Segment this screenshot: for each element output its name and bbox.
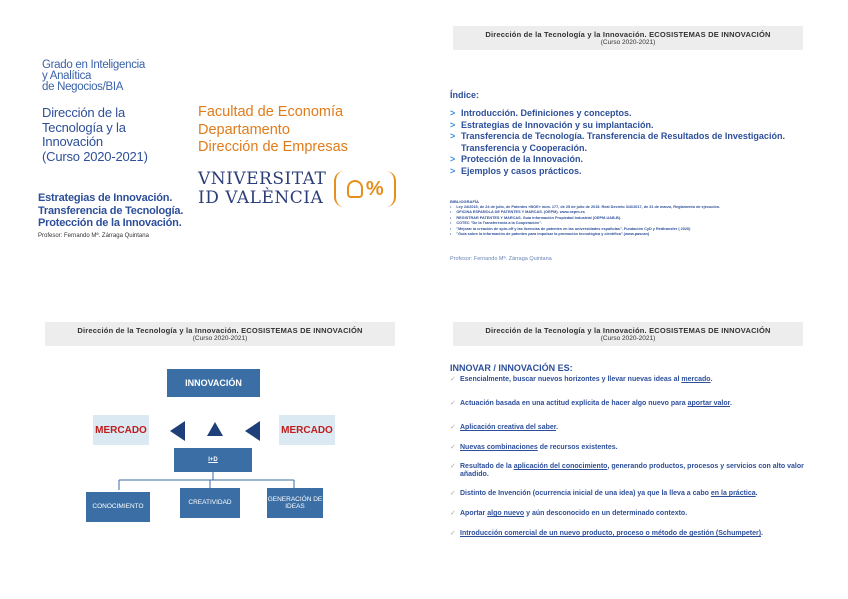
faculty-block — [198, 104, 348, 157]
definition-text-post: . — [761, 530, 763, 537]
slide-header-course: (Curso 2020-2021) — [600, 335, 656, 342]
slide-index — [428, 22, 828, 292]
professor-name: Profesor: Fernando Mª. Zárraga Quintana — [38, 233, 149, 239]
index-item — [450, 120, 805, 132]
definition-text-underlined: Introducción comercial de un nuevo producto, proceso o método de gestión (Schumpeter) — [460, 530, 762, 537]
course-title-line-2: Tecnología y la — [42, 119, 126, 135]
slide-header — [453, 26, 803, 50]
subject-3: Protección de la Innovación. — [38, 217, 182, 229]
definition-text-underlined: Aplicación creativa del saber — [460, 424, 557, 431]
definition-text-post: y aún desconocido en un determinado contexto. — [524, 510, 688, 517]
checkmark-icon: ✓ — [450, 490, 456, 497]
slide-header-title: Dirección de la Tecnología y la Innovación. ECOSISTEMAS DE INNOVACIÓN — [485, 326, 771, 335]
lightbulb-percent-icon — [334, 171, 396, 207]
faculty-line-1: Facultad de Economía — [198, 104, 344, 120]
definition-text-underlined: aplicación del conocimiento — [513, 463, 608, 470]
bibliography-item: • OFICINA ESPAÑOLA DE PATENTES Y MARCAS. (OEPM). www.oepm.es — [450, 210, 810, 215]
definition-text-pre: Actuación basada en una actitud explícita de hacer algo nuevo para — [460, 400, 688, 407]
course-title-line-3: Innovación — [42, 134, 103, 149]
definition-text-post: . — [755, 490, 758, 497]
definition-item — [450, 490, 812, 498]
percent-icon: % — [365, 177, 384, 200]
degree-line-3: de Negocios/BIA — [42, 81, 124, 93]
definition-text — [460, 424, 558, 432]
definition-item — [450, 510, 812, 518]
index-item-text: Protección de la Innovación. — [461, 154, 584, 164]
professor-name: Profesor: Fernando Mª. Zárraga Quintana — [450, 256, 552, 262]
chevron-right-icon: > — [450, 131, 456, 141]
definition-text-underlined: mercado — [681, 376, 711, 383]
subject-1: Estrategias de Innovación. — [38, 192, 173, 204]
definition-text — [460, 376, 713, 384]
course-title — [42, 106, 148, 164]
definition-text — [460, 444, 618, 452]
bibliography-item: • REGISTRAR PATENTES Y MARCAS. Guía Información Propiedad Industrial (OEPM-UAB-B). — [450, 216, 810, 221]
definition-item — [450, 463, 812, 479]
checkmark-icon: ✓ — [450, 424, 456, 431]
innovation-box: INNOVACIÓN — [167, 369, 260, 397]
lightbulb-icon — [347, 180, 363, 198]
knowledge-box: CONOCIMIENTO — [86, 492, 150, 522]
definition-text-pre: Distinto de Invención (ocurrencia inicial de una idea) ya que la lleva a cabo — [460, 490, 711, 497]
bibliography-item: • "Mejorar la creación de spin-off y las licencias de patentes en las universidades españolas". Fundación CyD y Redtransfer ( 2020) — [450, 227, 810, 232]
slide-header-title: Dirección de la Tecnología y la Innovación. ECOSISTEMAS DE INNOVACIÓN — [77, 326, 363, 335]
bibliography-heading: BIBLIOGRAFÍA — [450, 199, 479, 204]
index-item — [450, 154, 805, 166]
arrow-left-icon — [170, 421, 185, 441]
university-logo — [198, 170, 396, 208]
definition-item — [450, 376, 812, 384]
definition-text-post: . — [556, 424, 559, 431]
definition-text-underlined: en la práctica — [710, 490, 756, 497]
index-item-text: Introducción. Definiciones y conceptos. — [461, 108, 632, 118]
creativity-box: CREATIVIDAD — [180, 488, 240, 518]
chevron-right-icon: > — [450, 119, 456, 130]
logo-line-1: VNIVERSITAT — [198, 169, 327, 189]
definition-text-underlined: aportar valor — [687, 400, 730, 407]
index-item — [450, 108, 805, 120]
chevron-right-icon: > — [450, 154, 456, 164]
definition-text-post: . — [710, 376, 713, 383]
degree-line-1: Grado en Inteligencia — [42, 59, 146, 71]
slide-header-course: (Curso 2020-2021) — [192, 335, 248, 342]
slide-header-title: Dirección de la Tecnología y la Innovación. ECOSISTEMAS DE INNOVACIÓN — [485, 30, 771, 39]
market-box-left: MERCADO — [93, 415, 149, 445]
definition-item — [450, 444, 812, 452]
bibliography-item: • "Guía sobre la información de patentes para impulsar la promoción tecnológica y científica" (www.pascan) — [450, 232, 810, 237]
university-logo-text — [198, 170, 326, 208]
chevron-right-icon: > — [450, 165, 456, 176]
degree-line-2: y Analítica — [42, 70, 92, 82]
checkmark-icon: ✓ — [450, 510, 456, 517]
checkmark-icon: ✓ — [450, 444, 456, 451]
degree-name — [42, 60, 145, 93]
checkmark-icon: ✓ — [450, 400, 456, 407]
faculty-line-2: Departamento — [198, 121, 290, 138]
definition-text-post: de recursos existentes. — [537, 444, 618, 451]
faculty-line-3: Dirección de Empresas — [198, 139, 348, 155]
arrow-up-icon — [207, 422, 223, 436]
definition-item — [450, 400, 812, 408]
bibliography-list — [450, 205, 810, 237]
slide-header — [453, 322, 803, 346]
checkmark-icon: ✓ — [450, 376, 456, 383]
slide-definitions — [428, 318, 828, 588]
index-item — [450, 166, 805, 178]
idea-generation-box: GENERACIÓN DE IDEAS — [267, 488, 323, 518]
definition-text — [460, 400, 732, 408]
index-item-text: Transferencia de Tecnología. Transferencia de Resultados de Investigación. Transferencia y Cooperación. — [461, 131, 785, 153]
definition-text-pre: Aportar — [460, 510, 488, 517]
definition-text — [460, 530, 763, 538]
definition-text — [460, 490, 758, 498]
slide-diagram — [20, 318, 420, 588]
definition-text-underlined: algo nuevo — [487, 510, 525, 517]
slide-title — [20, 22, 420, 292]
definition-text-underlined: Nuevas combinaciones — [460, 444, 538, 451]
index-item-text: Ejemplos y casos prácticos. — [461, 165, 582, 176]
bibliography-item: • Ley 24/2015, de 24 de julio, de Patentes «BOE» núm. 177, de 25 de julio de 2015. Real Decreto 316/2017, de 31 de marzo, Reglamento de ejecución. — [450, 205, 810, 210]
definition-text-post: , generando productos, procesos y servicios con alto valor añadido. — [460, 463, 804, 478]
logo-line-2: ID VALÈNCIA — [198, 188, 324, 208]
checkmark-icon: ✓ — [450, 530, 456, 537]
definition-text-pre: Resultado de la — [460, 463, 514, 470]
index-item — [450, 131, 805, 154]
subject-2: Transferencia de Tecnología. — [38, 204, 184, 217]
checkmark-icon: ✓ — [450, 463, 456, 470]
index-list — [450, 108, 805, 177]
definition-text — [460, 463, 812, 479]
chevron-right-icon: > — [450, 108, 456, 118]
definitions-heading: INNOVAR / INNOVACIÓN ES: — [450, 363, 573, 373]
subjects-list — [38, 192, 183, 230]
definition-item — [450, 530, 812, 538]
definition-text-post: . — [730, 400, 732, 407]
definitions-list — [450, 376, 812, 538]
course-title-line-4: (Curso 2020-2021) — [42, 148, 148, 164]
definition-text — [460, 510, 687, 518]
market-box-right: MERCADO — [279, 415, 335, 445]
slide-header-course: (Curso 2020-2021) — [600, 39, 656, 46]
arrow-left-icon — [245, 421, 260, 441]
index-heading: Índice: — [450, 90, 480, 100]
definition-item — [450, 424, 812, 432]
rd-box: I+D — [174, 448, 252, 472]
index-item-text: Estrategias de Innovación y su implantación. — [461, 119, 654, 130]
course-title-line-1: Dirección de la — [42, 105, 125, 120]
definition-text-pre: Esencialmente, buscar nuevos horizontes y llevar nuevas ideas al — [460, 376, 682, 383]
bibliography-item: • COTEC "De la Transferencia a la Cooperación". — [450, 221, 810, 226]
